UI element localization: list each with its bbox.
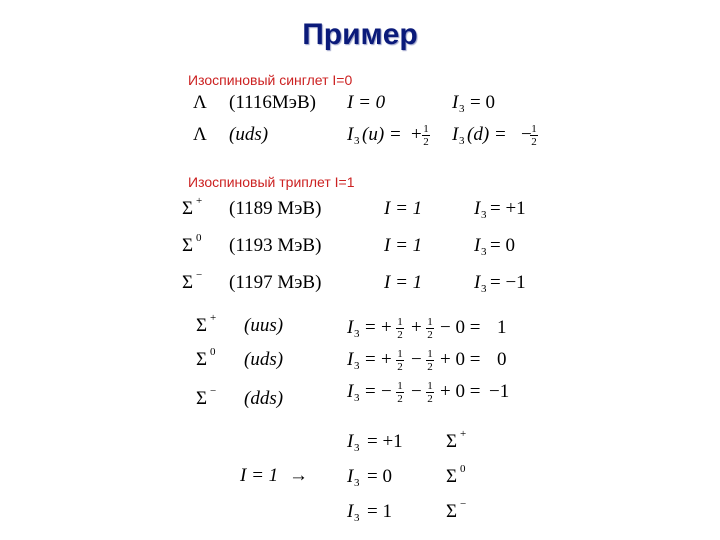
sigma-minus-mass: (1197 МэВ): [229, 272, 322, 293]
summary-arrow-icon: →: [289, 465, 308, 486]
sigma-minus-q-charge: −: [210, 385, 217, 397]
summary-r2-label: I: [347, 466, 354, 487]
sigma-plus-mass: (1189 МэВ): [229, 198, 322, 219]
sigma-minus-q-half2: 1 2: [427, 380, 433, 405]
sigma-plus-q-result: 1: [497, 317, 507, 338]
sigma-plus-quarks: (uus): [244, 315, 284, 336]
sigma-minus-q-tail: + 0 =: [440, 381, 481, 402]
summary-r1-particle: Σ: [446, 431, 458, 452]
summary-r3-sub: 3: [354, 512, 360, 524]
sigma-plus-symbol: Σ: [182, 198, 194, 219]
summary-r1-value: = +1: [367, 431, 403, 452]
sigma-minus-q-result: −1: [489, 381, 510, 402]
summary-r2-charge: 0: [460, 463, 466, 475]
summary-lhs: I = 1: [240, 465, 279, 486]
summary-r2-sub: 3: [354, 477, 360, 489]
sigma-zero-q-half2: 1 2: [427, 348, 433, 373]
sigma-zero-q-result: 0: [497, 349, 507, 370]
lambda-quarks: (uds): [229, 124, 269, 145]
sigma-plus-i3-label: I: [474, 198, 481, 219]
lambda-isospin: I = 0: [347, 92, 386, 113]
sigma-zero-isospin: I = 1: [384, 235, 423, 256]
sigma-plus-q-half1: 1 2: [397, 316, 403, 341]
sigma-minus-q-s2: −: [411, 381, 422, 402]
sigma-plus-q-eq: =: [365, 317, 376, 338]
sigma-minus-q-i3-sub: 3: [354, 392, 360, 404]
summary-r3-value: = 1: [367, 501, 392, 522]
sigma-plus-q-i3-label: I: [347, 317, 354, 338]
sigma-zero-q-tail: + 0 =: [440, 349, 481, 370]
sigma-minus-q-half1: 1 2: [397, 380, 403, 405]
lambda-mass: (1116МэВ): [229, 92, 316, 113]
summary-r3-charge: −: [460, 498, 467, 510]
singlet-heading: Изоспиновый синглет I=0: [188, 72, 353, 88]
sigma-zero-q-symbol: Σ: [196, 349, 208, 370]
sigma-zero-q-charge: 0: [210, 346, 216, 358]
sigma-zero-q-s2: −: [411, 349, 422, 370]
sigma-minus-q-symbol: Σ: [196, 388, 208, 409]
id-arg: (d) =: [467, 124, 507, 145]
iu-sign: +: [411, 124, 422, 145]
id-half: 1 2: [531, 123, 537, 148]
lambda-i3-label: I: [452, 92, 459, 113]
summary-r3-particle: Σ: [446, 501, 458, 522]
sigma-minus-q-eq: =: [365, 381, 376, 402]
sigma-plus-q-i3-sub: 3: [354, 328, 360, 340]
summary-r3-label: I: [347, 501, 354, 522]
iu-arg: (u) =: [362, 124, 402, 145]
sigma-minus-i3-value: = −1: [490, 272, 526, 293]
sigma-zero-q-i3-label: I: [347, 349, 354, 370]
sigma-zero-q-half1: 1 2: [397, 348, 403, 373]
sigma-minus-i3-sub: 3: [481, 283, 487, 295]
sigma-minus-i3-label: I: [474, 272, 481, 293]
sigma-plus-isospin: I = 1: [384, 198, 423, 219]
sigma-minus-q-i3-label: I: [347, 381, 354, 402]
sigma-plus-i3-sub: 3: [481, 209, 487, 221]
sigma-minus-charge: −: [196, 269, 203, 281]
id-label: I: [452, 124, 459, 145]
lambda-i3-sub: 3: [459, 103, 465, 115]
sigma-zero-mass: (1193 МэВ): [229, 235, 322, 256]
sigma-plus-charge: +: [196, 195, 203, 207]
lambda-symbol: Λ: [193, 92, 207, 113]
sigma-plus-i3-value: = +1: [490, 198, 526, 219]
sigma-minus-quarks: (dds): [244, 388, 284, 409]
iu-sub: 3: [354, 135, 360, 147]
sigma-plus-q-charge: +: [210, 312, 217, 324]
triplet-heading: Изоспиновый триплет I=1: [188, 174, 355, 190]
iu-label: I: [347, 124, 354, 145]
sigma-zero-charge: 0: [196, 232, 202, 244]
summary-r2-value: = 0: [367, 466, 392, 487]
sigma-plus-q-half2: 1 2: [427, 316, 433, 341]
sigma-plus-q-s2: +: [411, 317, 422, 338]
sigma-zero-symbol: Σ: [182, 235, 194, 256]
sigma-plus-q-tail: − 0 =: [440, 317, 481, 338]
id-sub: 3: [459, 135, 465, 147]
sigma-minus-isospin: I = 1: [384, 272, 423, 293]
id-sign: −: [521, 124, 532, 145]
sigma-plus-q-s1: +: [381, 317, 392, 338]
summary-r2-particle: Σ: [446, 466, 458, 487]
sigma-zero-q-eq: =: [365, 349, 376, 370]
summary-r1-sub: 3: [354, 442, 360, 454]
sigma-minus-symbol: Σ: [182, 272, 194, 293]
page-title: Пример: [302, 18, 418, 51]
summary-r1-label: I: [347, 431, 354, 452]
lambda-symbol-2: Λ: [193, 124, 207, 145]
sigma-plus-q-symbol: Σ: [196, 315, 208, 336]
sigma-zero-i3-value: = 0: [490, 235, 515, 256]
lambda-i3-value: = 0: [470, 92, 495, 113]
sigma-zero-q-s1: +: [381, 349, 392, 370]
sigma-minus-q-s1: −: [381, 381, 392, 402]
sigma-zero-q-i3-sub: 3: [354, 360, 360, 372]
summary-r1-charge: +: [460, 428, 467, 440]
iu-half: 1 2: [423, 123, 429, 148]
sigma-zero-i3-sub: 3: [481, 246, 487, 258]
sigma-zero-i3-label: I: [474, 235, 481, 256]
sigma-zero-quarks: (uds): [244, 349, 284, 370]
